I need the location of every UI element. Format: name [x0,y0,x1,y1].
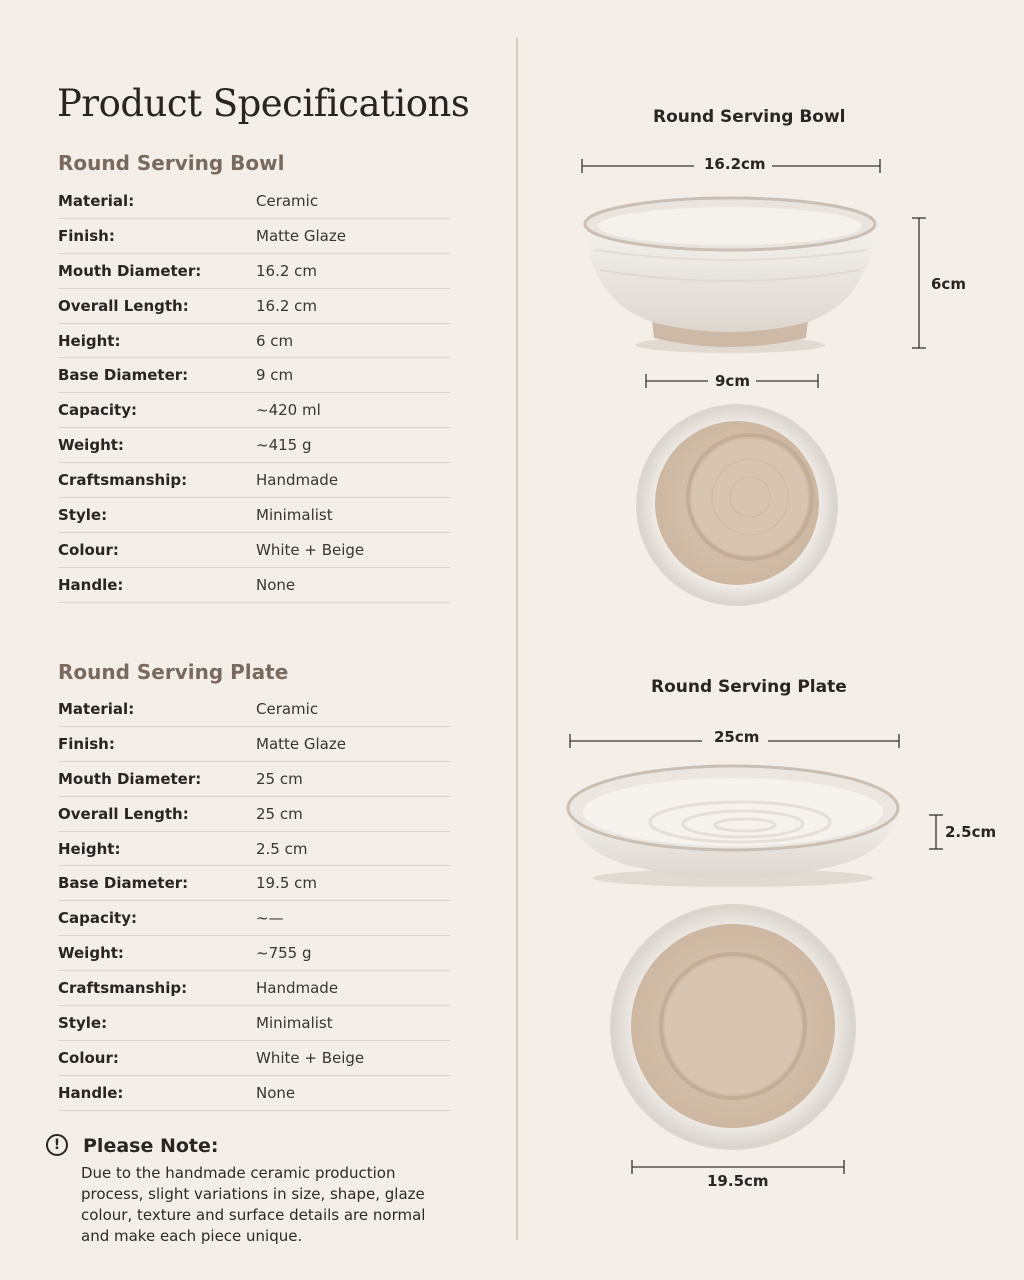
spec-label: Base Diameter: [58,874,189,893]
spec-label: Mouth Diameter: [58,261,202,280]
spec-label: Weight: [58,944,124,963]
bowl-base-diameter-label: 9cm [715,372,750,390]
spec-label: Weight: [58,436,124,455]
spec-value: Handmade [256,471,339,490]
spec-label: Handle: [58,1083,124,1102]
plate-side-image [568,766,898,887]
spec-value: Matte Glaze [256,226,346,245]
spec-label: Colour: [58,1048,119,1067]
bowl-section-heading: Round Serving Bowl [58,151,285,175]
spec-value: Ceramic [256,191,319,210]
spec-value: 9 cm [256,366,294,385]
plate-mouth-diameter-label: 25cm [714,728,760,746]
bowl-figure-title: Round Serving Bowl [653,107,846,127]
plate-height-label: 2.5cm [945,823,997,841]
spec-label: Height: [58,839,121,858]
spec-label: Base Diameter: [58,366,189,385]
spec-label: Capacity: [58,909,137,928]
spec-value: Handmade [256,979,339,998]
spec-label: Mouth Diameter: [58,769,202,788]
spec-value: 25 cm [256,769,303,788]
note-text: Due to the handmade ceramic production process, slight variations in size, shape, glaze colour, texture and surface details are normal and make each piece unique. [81,1164,426,1245]
spec-label: Overall Length: [58,296,189,315]
plate-base-diameter-label: 19.5cm [707,1172,769,1190]
spec-label: Finish: [58,226,115,245]
spec-label: Style: [58,505,108,524]
spec-label: Craftsmanship: [58,979,188,998]
plate-section-heading: Round Serving Plate [58,660,289,684]
page-title: Product Specifications [57,82,470,125]
spec-value: 16.2 cm [256,296,318,315]
spec-value: 16.2 cm [256,261,318,280]
spec-value: 2.5 cm [256,839,308,858]
spec-value: None [256,1083,296,1102]
plate-bottom-image [611,905,855,1149]
spec-label: Colour: [58,540,119,559]
spec-value: Matte Glaze [256,734,346,753]
spec-value: 19.5 cm [256,874,318,893]
bowl-bottom-image [637,405,837,605]
bowl-height-label: 6cm [931,275,966,293]
spec-value: Minimalist [256,1013,333,1032]
spec-value: White + Beige [256,1048,365,1067]
spec-value: Ceramic [256,699,319,718]
spec-value: None [256,575,296,594]
spec-label: Finish: [58,734,115,753]
spec-value: 6 cm [256,331,294,350]
spec-label: Style: [58,1013,108,1032]
spec-label: Material: [58,699,135,718]
spec-label: Handle: [58,575,124,594]
spec-value: ~415 g [256,436,312,455]
bowl-side-image [585,198,875,353]
spec-label: Material: [58,191,135,210]
spec-value: ~420 ml [256,401,321,420]
spec-value: White + Beige [256,540,365,559]
exclamation-circle-icon: ! [46,1134,68,1156]
spec-value: 25 cm [256,804,303,823]
bowl-mouth-diameter-label: 16.2cm [704,155,766,173]
spec-label: Overall Length: [58,804,189,823]
spec-value: ~— [256,909,284,928]
note-title: Please Note: [83,1135,219,1157]
spec-label: Capacity: [58,401,137,420]
plate-figure-title: Round Serving Plate [651,677,847,697]
spec-value: ~755 g [256,944,312,963]
spec-value: Minimalist [256,505,333,524]
spec-label: Craftsmanship: [58,471,188,490]
spec-label: Height: [58,331,121,350]
